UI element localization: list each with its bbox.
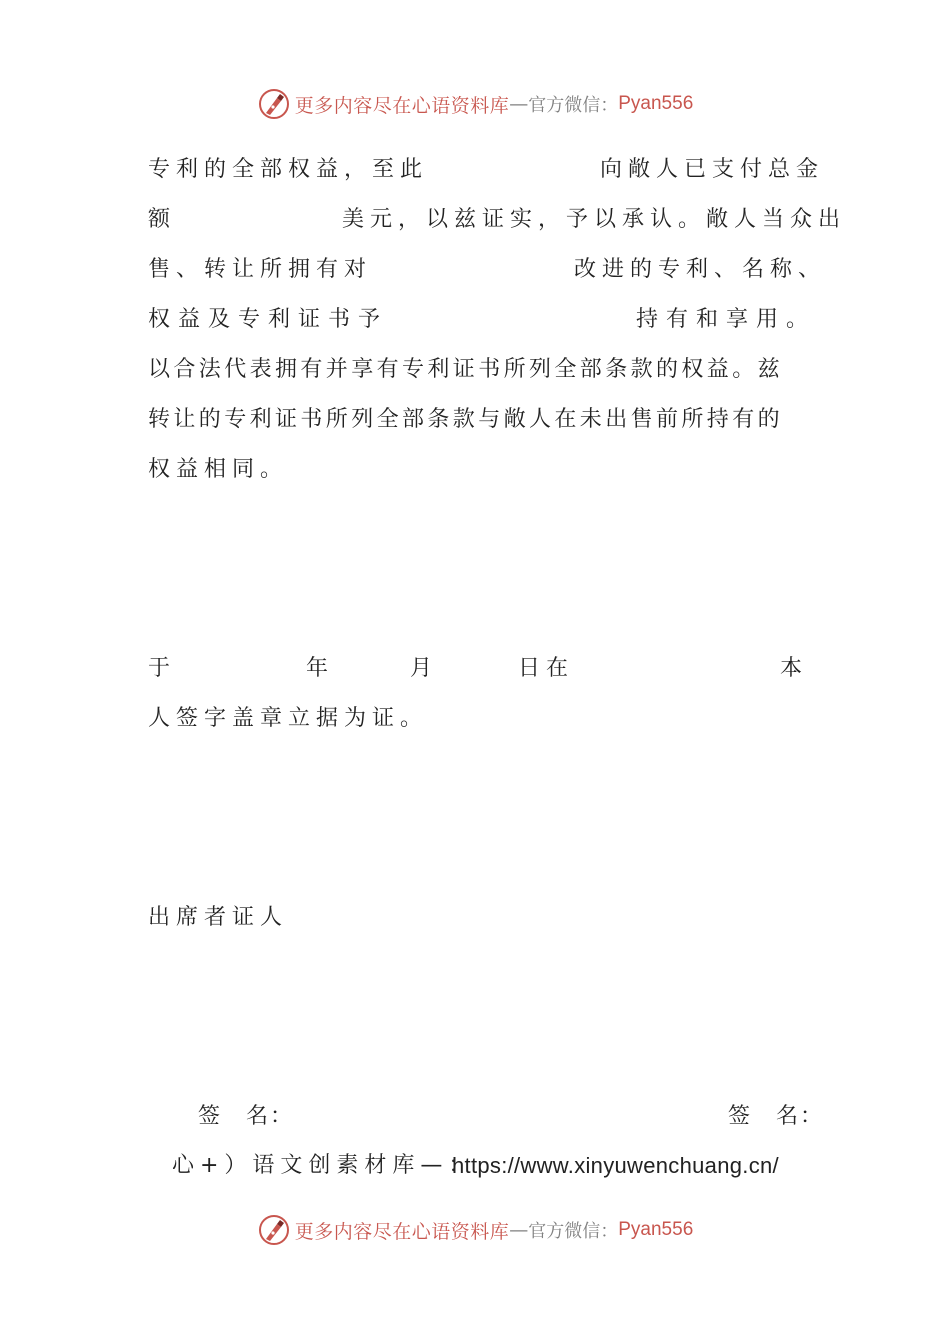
pen-nib-circle-icon [257, 87, 291, 121]
body-line-2 [148, 204, 847, 236]
body-line-3 [148, 254, 827, 286]
witness-label: 出席者证人 [148, 905, 289, 930]
body-line-5 [148, 354, 804, 386]
body-text: 以合法代表拥有并享有专利证书所列全部条款的权益。兹 [148, 357, 784, 382]
body-text: 售、转让所拥有对 [148, 257, 373, 282]
signature-right-label: 签 名： [728, 1104, 825, 1129]
watermark-dash: — [509, 93, 529, 115]
watermark-wechat-label: 官方微信： [528, 95, 619, 116]
body-text: 专利的全部权益，至此 [148, 157, 429, 182]
body-text: 额 [148, 207, 171, 232]
watermark-footer [0, 1208, 950, 1252]
watermark-dash: — [509, 1219, 529, 1241]
watermark-wechat-id: Pyan556 [618, 1219, 694, 1240]
body-line-1 [148, 154, 825, 186]
signature-line [148, 1101, 828, 1133]
body-line-4 [148, 304, 817, 336]
date-month: 月 [410, 656, 433, 681]
body-text: 人签字盖章立据为证。 [148, 706, 429, 731]
body-text: 转让的专利证书所列全部条款与敞人在未出售前所持有的 [148, 407, 784, 432]
watermark-title: 更多内容尽在心语资料库 [294, 94, 510, 117]
body-line-9 [148, 703, 804, 735]
witness-line [148, 902, 804, 934]
body-text: 持有和享用。 [636, 307, 817, 332]
body-line-7 [148, 454, 804, 486]
source-label: 心+）语文创素材库—： [172, 1153, 477, 1178]
body-line-6 [148, 404, 804, 436]
date-day: 日在 [518, 656, 575, 681]
body-text: 权益相同。 [148, 457, 289, 482]
date-yu: 于 [148, 656, 171, 681]
watermark-wechat-id: Pyan556 [618, 93, 694, 114]
body-text: 美元，以兹证实，予以承认。敞人当众出 [342, 207, 847, 232]
signature-left-label: 签 名： [198, 1104, 295, 1129]
source-line [172, 1150, 812, 1182]
watermark-header [0, 82, 950, 126]
date-line [148, 653, 804, 685]
date-ben: 本 [780, 656, 803, 681]
watermark-wechat-label: 官方微信： [528, 1221, 619, 1242]
watermark-title: 更多内容尽在心语资料库 [294, 1220, 510, 1243]
body-text: 向敞人已支付总金 [600, 157, 825, 182]
body-text: 改进的专利、名称、 [574, 257, 827, 282]
body-text: 权益及专利证书予 [148, 307, 389, 332]
source-url[interactable]: https://www.xinyuwenchuang.cn/ [452, 1153, 779, 1178]
date-year: 年 [306, 656, 329, 681]
pen-nib-circle-icon [257, 1213, 291, 1247]
